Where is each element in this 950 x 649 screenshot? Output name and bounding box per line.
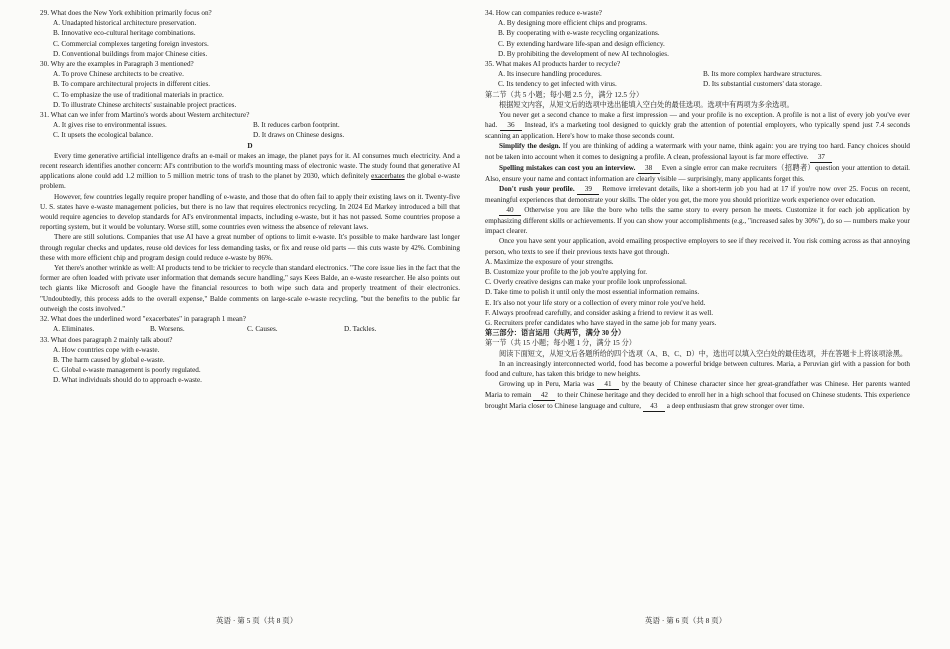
cloze-paragraph-1: In an increasingly interconnected world, food has become a powerful bridge between cultures. Maria, a Peruvian girl with a passion for both food and culture, has taken this bridge to new heights. (485, 359, 910, 379)
underlined-word: exacerbates (371, 172, 405, 181)
option-30b: B. To compare architectural projects in different cities. (53, 80, 211, 89)
page-footer-left: 英语 · 第 5 页（共 8 页） (216, 616, 298, 625)
option-35a: A. Its insecure handling procedures. (498, 70, 602, 79)
option-33c: C. Global e-waste management is poorly regulated. (53, 366, 201, 375)
section-1-title: 第一节（共 15 小题；每小题 1 分，满分 15 分） (485, 339, 636, 348)
options-31-row1 (40, 120, 460, 130)
option-30d: D. To illustrate Chinese architects' sustainable project practices. (53, 100, 237, 109)
option-33d: D. What individuals should do to approach e-waste. (53, 376, 202, 385)
page-footer-right: 英语 · 第 6 页（共 8 页） (645, 616, 727, 625)
question-31: 31. What can we infer from Martino's words about Western architecture? (40, 111, 250, 120)
question-32: 32. What does the underlined word "exacerbates" in paragraph 1 mean? (40, 315, 246, 324)
option-34a: A. By designing more efficient chips and programs. (498, 19, 647, 28)
option-33b: B. The harm caused by global e-waste. (53, 355, 165, 364)
question-34: 34. How can companies reduce e-waste? (485, 9, 602, 17)
profile-paragraph-6: Once you have sent your application, avoid emailing prospective employers to see if they received it. You risk coming across as that annoying person, who texts to see if their previous texts have got through. (485, 237, 910, 256)
subheading-spelling: Spelling mistakes can cost you an interview. (499, 163, 636, 172)
blank-43: 43 (643, 402, 665, 412)
question-30: 30. Why are the examples in Paragraph 3 mentioned? (40, 60, 194, 69)
passage-d-paragraph-4: Yet there's another wrinkle as well: AI products tend to be trickier to recycle than standard electronics. "The core issue lies in the fact that the former are often loaded with private user information that demands secure handling," says Kees Balde, an e-waste researcher. He also points out tech giants like Microsoft and Google have the financial resources to both wipe such data and properly treatment of their electronics. "Undoubtedly, this process adds to the overall expense," Balde comments on large-scale e-waste recycling, "but the benefits to the public far outweigh the costs involved." (40, 264, 460, 313)
blank-42: 42 (533, 391, 555, 401)
options-35-row1 (485, 69, 910, 79)
section-2-title: 第二节（共 5 小题；每小题 2.5 分，满分 12.5 分） (485, 90, 644, 99)
option-32d: D. Tackles. (344, 325, 377, 334)
profile-paragraph-1: You never get a second chance to make a first impression — and your profile is no exception. A profile is not a list of every job you've ever had. 36 Instead, it's a marketing tool designed to quickly grab the attention of potential employers, who typically spend just 7.4 seconds scanning an application. Here's how to make those seconds count. (485, 111, 910, 141)
option-30c: C. To emphasize the use of traditional materials in practice. (53, 90, 224, 99)
section-2-instructions: 根据短文内容，从短文后的选项中选出能填入空白处的最佳选项。选项中有两项为多余选项。 (499, 100, 794, 109)
option-32b: B. Worsens. (150, 325, 185, 334)
blank-36: 36 (500, 121, 522, 131)
profile-paragraph-5: 40 Otherwise you are like the bore who tells the same story to every person he meets. Customize it for each job application by emphasizing different skills or achievements. If you can show your accomplishments (e.g., "increased sales by 30%"), do so — numbers make your impact clearer. (485, 206, 910, 236)
option-35d: D. Its substantial customers' data storage. (703, 80, 822, 89)
option-35b: B. Its more complex hardware structures. (703, 70, 822, 79)
options-32 (40, 324, 460, 334)
subheading-rush: Don't rush your profile. (499, 184, 575, 193)
blank-37: 37 (810, 153, 832, 163)
choice-d: D. Take time to polish it until only the most essential information remains. (485, 288, 700, 297)
option-34b: B. By cooperating with e-waste recycling organizations. (498, 29, 660, 38)
question-35: 35. What makes AI products harder to recycle? (485, 60, 621, 69)
option-32c: C. Causes. (247, 325, 278, 334)
question-33: 33. What does paragraph 2 mainly talk about? (40, 335, 173, 344)
choice-b: B. Customize your profile to the job you're applying for. (485, 268, 647, 277)
option-32a: A. Eliminates. (53, 325, 95, 334)
right-column (485, 8, 910, 412)
blank-40: 40 (499, 206, 521, 216)
option-29c: C. Commercial complexes targeting foreign investors. (53, 39, 209, 48)
option-31a: A. It gives rise to environmental issues. (53, 121, 167, 130)
question-29: 29. What does the New York exhibition primarily focus on? (40, 9, 212, 17)
part-3-title: 第三部分：语言运用（共两节，满分 30 分） (485, 329, 626, 338)
option-33a: A. How countries cope with e-waste. (53, 345, 160, 354)
passage-d-paragraph-2: However, few countries legally require proper handling of e-waste, and those that do often fail to apply their existing laws on it. Twenty-five U. S. states have e-waste management policies, but there is no law that requires electronics recycling. In 2024 Ed Markey introduced a bill that would require agencies to develop standards for AI's environmental impacts, including e-waste, but it has not passed. Some countries propose a reporting system, but it would be voluntary. Worse still, some countries even witness the absence of relevant laws. (40, 192, 460, 232)
choice-f: F. Always proofread carefully, and consider asking a friend to review it as well. (485, 308, 714, 317)
option-31c: C. It upsets the ecological balance. (53, 131, 153, 140)
option-29a: A. Unadapted historical architecture preservation. (53, 19, 197, 28)
option-34d: D. By prohibiting the development of new AI technologies. (498, 49, 669, 58)
option-35c: C. Its tendency to get infected with virus. (498, 80, 617, 89)
options-35-row2 (485, 79, 910, 89)
blank-38: 38 (638, 164, 660, 174)
passage-d-paragraph-3: There are still solutions. Companies that use AI have a great number of options to limit e-waste. It's possible to make hardware last longer through regular checks and updates, reuse old devices for less demanding tasks, or fix and reuse old parts — this cuts waste by 42%. Combining these with more efficient chip and program design could reduce e-waste by 86%. (40, 233, 460, 262)
subheading-simplify: Simplify the design. (499, 142, 561, 151)
section-1-instructions: 阅读下面短文，从短文后各题所给的四个选项（A、B、C、D）中，选出可以填入空白处的最佳选项，并在答题卡上将该项涂黑。 (499, 349, 908, 358)
profile-paragraph-2: Simplify the design. If you are thinking of adding a watermark with your name, think again: you are trying too hard. Fancy choices should not be taken into account when it comes to designing a profile. A clean, professional layout is far more effective. 37 (485, 142, 910, 161)
option-29b: B. Innovative eco-cultural heritage combinations. (53, 29, 196, 38)
option-31d: D. It draws on Chinese designs. (253, 131, 345, 140)
profile-paragraph-3: Spelling mistakes can cost you an interview. 38 Even a single error can make recruiters（招聘者）question your attention to detail. Also, ensure your name and contact information are clearly visible — surprisingly, many applicants forget this. (485, 163, 910, 183)
option-31b: B. It reduces carbon footprint. (253, 121, 340, 130)
option-30a: A. To prove Chinese architects to be creative. (53, 70, 184, 79)
left-column (40, 8, 460, 386)
choice-a: A. Maximize the exposure of your strengths. (485, 257, 614, 266)
choice-g: G. Recruiters prefer candidates who have stayed in the same job for many years. (485, 319, 717, 328)
option-29d: D. Conventional buildings from major Chinese cities. (53, 49, 208, 58)
choice-c: C. Overly creative designs can make your profile look unprofessional. (485, 278, 687, 287)
passage-d-label: D (247, 141, 253, 150)
cloze-paragraph-2: Growing up in Peru, Maria was 41 by the beauty of Chinese character since her great-grandfather was Chinese. Her parents wanted Maria to remain 42 to their Chinese heritage and they decided to enroll her in a high school that focused on Chinese students. This experience brought Maria closer to Chinese language and culture, 43 a deep enthusiasm that grew stronger over time. (485, 380, 910, 411)
passage-d-paragraph-1: Every time generative artificial intelligence drafts an e-mail or makes an image, the planet pays for it. AI consumes much electricity. And a recent research identifies another concern: AI's contribution to the world's mounting mass of electronic waste. The study found that generative AI applications alone could add 1.2 million to 5 million metric tons of trash to the planet by 2030, which definitely exacerbates the global e-waste problem. (40, 151, 460, 191)
choice-e: E. It's also not your life story or a collection of every minor role you've held. (485, 298, 706, 307)
blank-39: 39 (577, 185, 599, 195)
options-31-row2 (40, 130, 460, 140)
blank-41: 41 (597, 380, 619, 390)
profile-paragraph-4: Don't rush your profile. 39 Remove irrelevant details, like a short-term job you had at 17 if you're now over 25. Focus on recent, meaningful experiences that demonstrate your skills. The older you get, the more you should prioritize work experience over education. (485, 184, 910, 204)
option-34c: C. By extending hardware life-span and design efficiency. (498, 39, 665, 48)
